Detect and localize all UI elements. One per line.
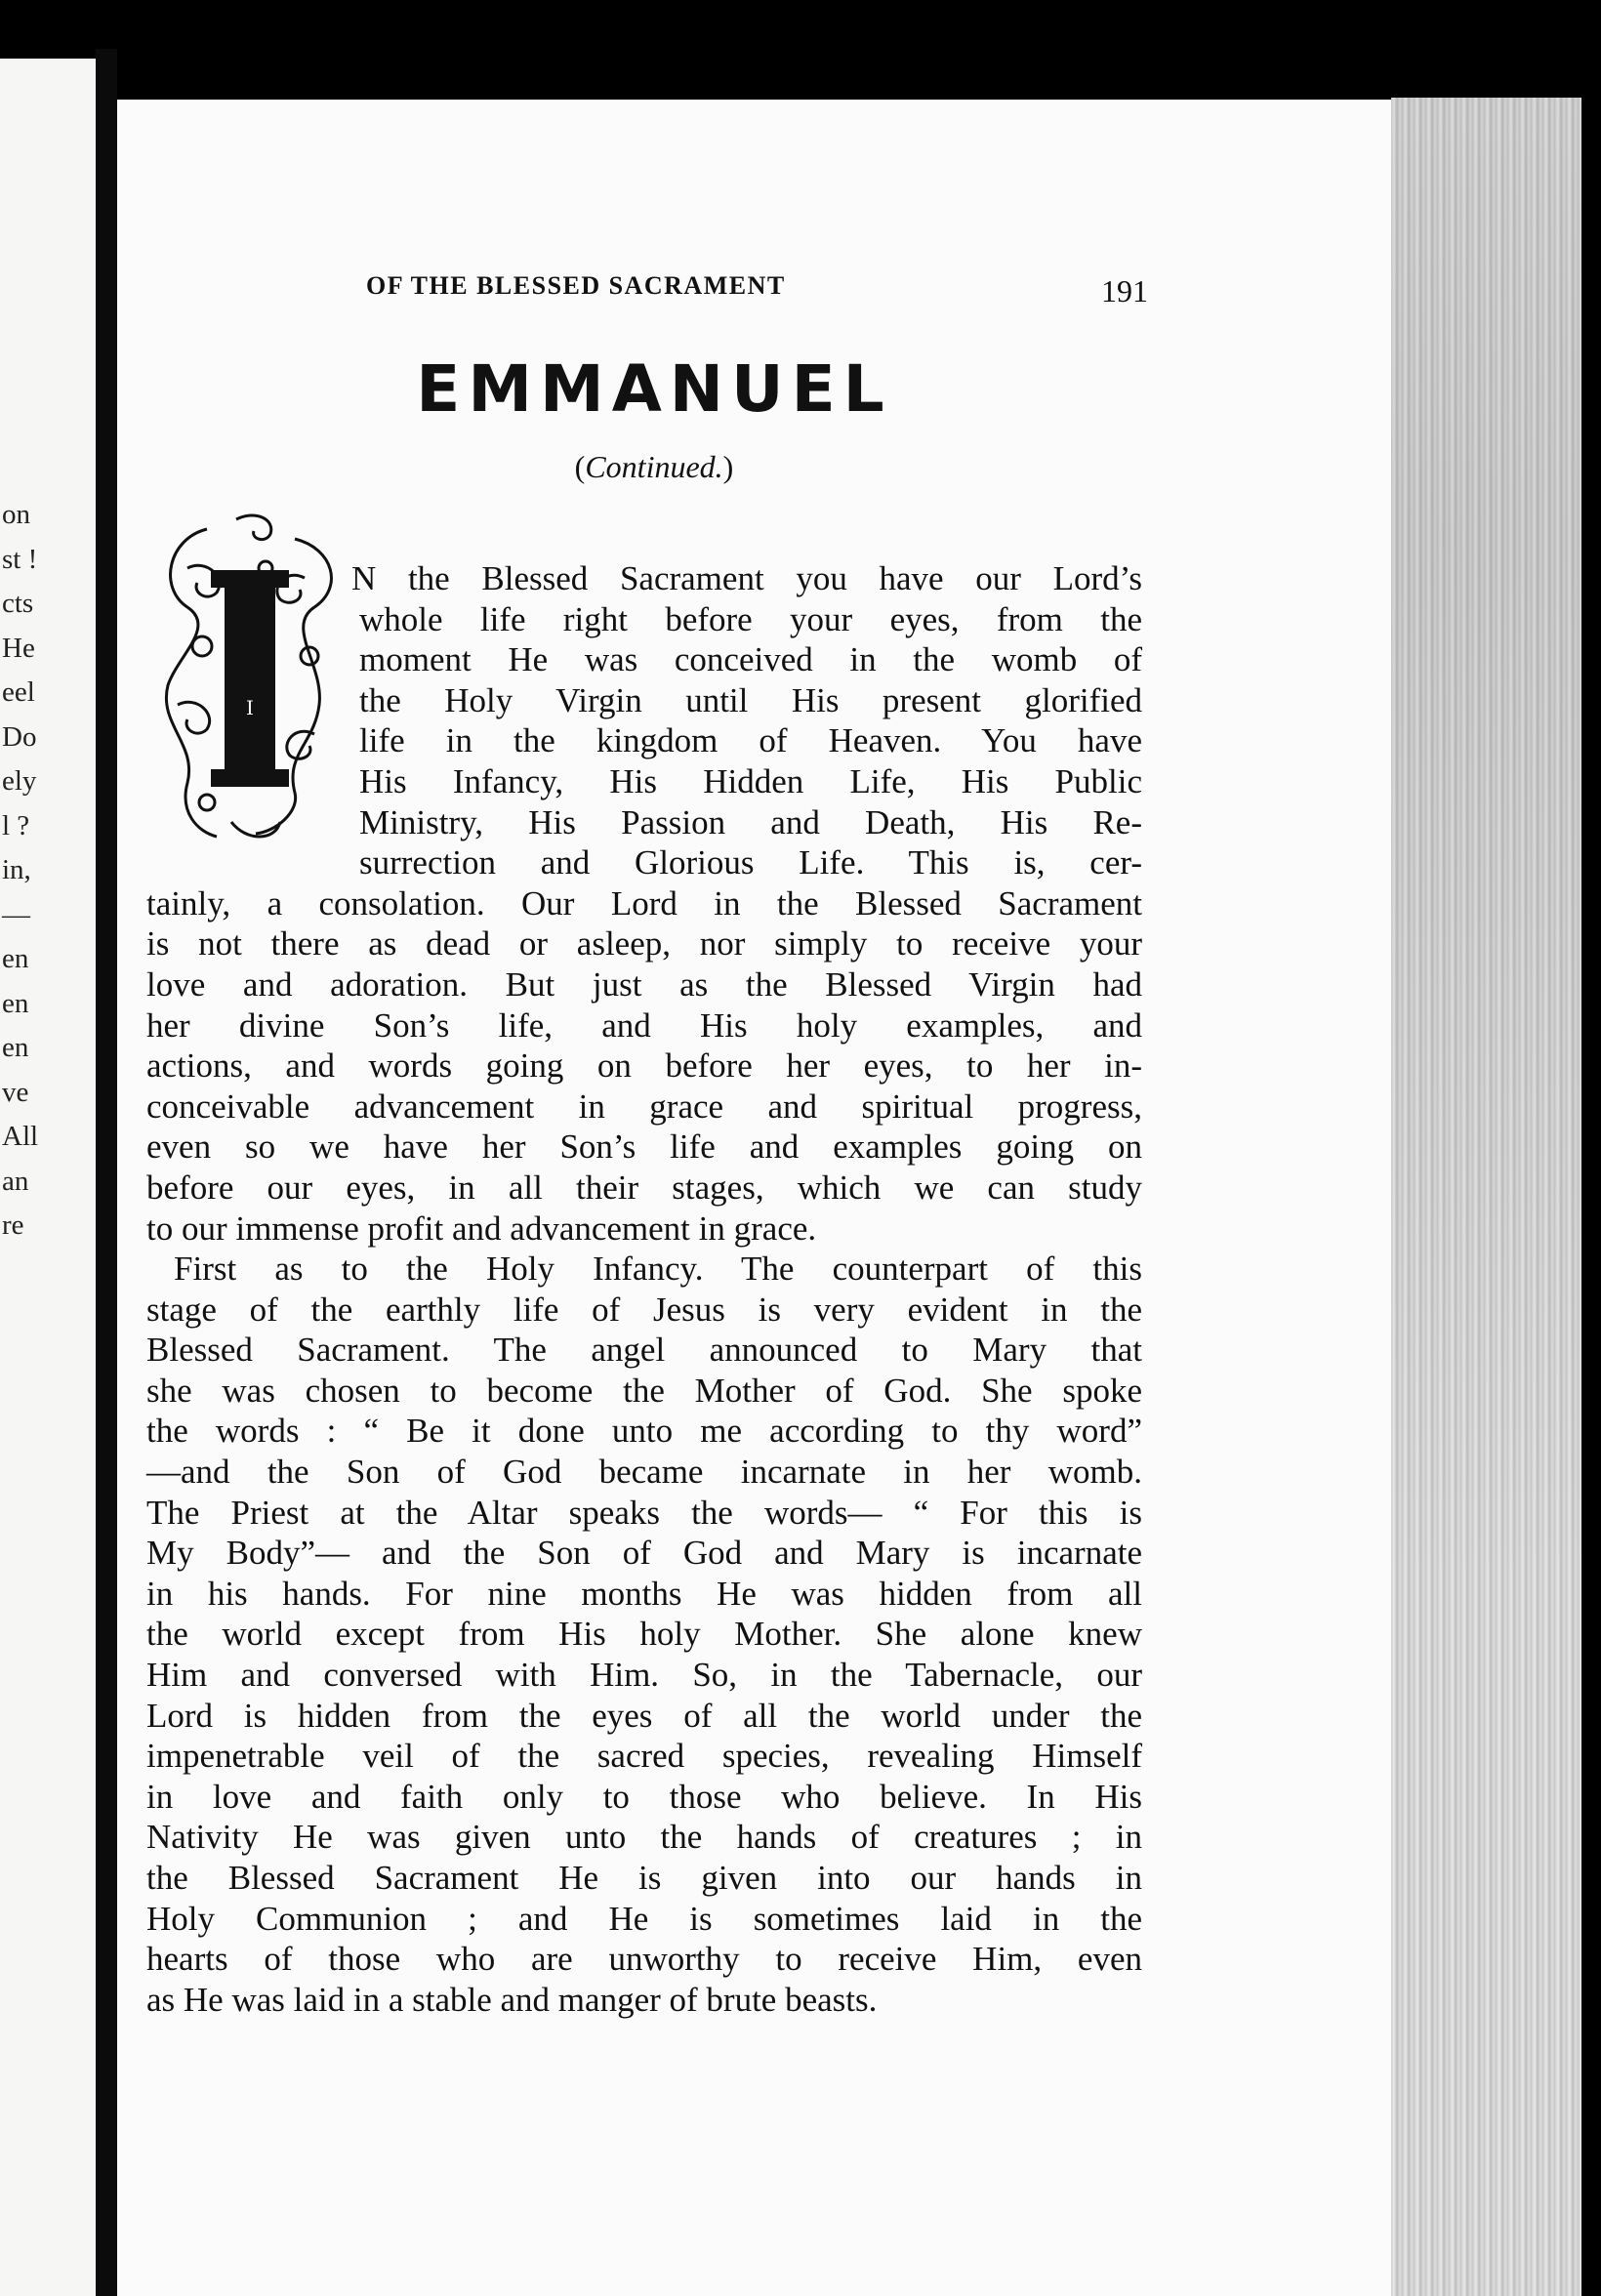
text-line: she was chosen to become the Mother of God. She spoke — [146, 1371, 1142, 1410]
facing-page-line: He — [2, 632, 35, 664]
text-line: My Body”— and the Son of God and Mary is incarnate — [146, 1534, 1142, 1573]
facing-page-line: en — [2, 987, 29, 1019]
text-line: the Blessed Sacrament He is given into our hands in — [146, 1859, 1142, 1897]
text-line: conceivable advancement in grace and spiritual progress, — [146, 1086, 1142, 1126]
facing-page-line: en — [2, 943, 29, 974]
text-line: love and adoration. But just as the Blessed Virgin had — [146, 964, 1142, 1004]
page-edges — [1391, 98, 1581, 2296]
facing-page-line: st ! — [2, 543, 38, 575]
text-line: N the Blessed Sacrament you have our Lord’s — [351, 559, 1142, 597]
chapter-subtitle-text: Continued. — [585, 449, 723, 484]
text-line: His Infancy, His Hidden Life, His Public — [359, 761, 1142, 800]
text-line: The Priest at the Altar speaks the words— “ For this is — [146, 1493, 1142, 1532]
facing-page-line: eel — [2, 676, 35, 708]
text-line: stage of the earthly life of Jesus is very evident in the — [146, 1290, 1142, 1329]
book-gutter — [96, 49, 117, 2296]
text-line: —and the Son of God became incarnate in her womb. — [146, 1453, 1142, 1492]
chapter-subtitle: (Continued.) — [574, 449, 734, 484]
text-line: moment He was conceived in the womb of — [359, 640, 1142, 679]
page-number: 191 — [1101, 273, 1148, 308]
text-line: First as to the Holy Infancy. The counterpart of this — [174, 1250, 1142, 1289]
facing-page-line: All — [2, 1121, 39, 1152]
facing-page-line: cts — [2, 588, 34, 619]
facing-page-line: — — [2, 898, 30, 930]
text-line: Ministry, His Passion and Death, His Re- — [359, 802, 1142, 841]
text-line: life in the kingdom of Heaven. You have — [359, 721, 1142, 760]
text-line: even so we have her Son’s life and examples going on — [146, 1128, 1142, 1167]
text-line: as He was laid in a stable and manger of brute beasts. — [146, 1980, 878, 2019]
facing-page-line: ely — [2, 765, 37, 797]
text-line: to our immense profit and advancement in grace. — [146, 1209, 817, 1248]
text-line: Blessed Sacrament. The angel announced to Mary that — [146, 1331, 1142, 1370]
text-line: in his hands. For nine months He was hidden from all — [146, 1574, 1142, 1613]
text-line: her divine Son’s life, and His holy examples, and — [146, 1005, 1142, 1045]
text-line: surrection and Glorious Life. This is, cer- — [359, 843, 1142, 882]
text-line: hearts of those who are unworthy to receive Him, even — [146, 1940, 1142, 1979]
facing-page-line: en — [2, 1032, 29, 1063]
chapter-title: EMMANUEL — [416, 351, 892, 427]
facing-page-line: on — [2, 499, 30, 530]
running-head: OF THE BLESSED SACRAMENT — [366, 271, 786, 300]
body-text — [146, 558, 1142, 2020]
text-line: Nativity He was given unto the hands of creatures ; in — [146, 1818, 1142, 1857]
text-line: in love and faith only to those who believe. In His — [146, 1777, 1142, 1816]
text-line: the Holy Virgin until His present glorified — [359, 680, 1142, 719]
text-line: tainly, a consolation. Our Lord in the Blessed Sacrament — [146, 883, 1142, 922]
facing-page-line: re — [2, 1210, 24, 1241]
facing-page-line: Do — [2, 720, 37, 753]
text-line: whole life right before your eyes, from the — [359, 599, 1142, 638]
text-line: Holy Communion ; and He is sometimes laid in the — [146, 1899, 1142, 1938]
text-line: Lord is hidden from the eyes of all the world under the — [146, 1696, 1142, 1735]
text-line: the words : “ Be it done unto me according to thy word” — [146, 1412, 1142, 1451]
text-line: actions, and words going on before her eyes, to her in- — [146, 1046, 1142, 1086]
text-line: is not there as dead or asleep, nor simply to receive your — [146, 924, 1142, 964]
text-line: the world except from His holy Mother. She alone knew — [146, 1615, 1142, 1654]
text-line: impenetrable veil of the sacred species, revealing Himself — [146, 1737, 1142, 1776]
facing-page-line: ve — [2, 1076, 29, 1108]
facing-page-line: an — [2, 1165, 29, 1197]
text-line: before our eyes, in all their stages, which we can study — [146, 1168, 1142, 1207]
facing-page-text — [0, 493, 98, 1249]
facing-page-line: l ? — [2, 809, 30, 841]
text-line: Him and conversed with Him. So, in the Tabernacle, our — [146, 1656, 1142, 1695]
drop-cap-letter: I — [246, 696, 254, 719]
facing-page-line: in, — [2, 854, 31, 885]
